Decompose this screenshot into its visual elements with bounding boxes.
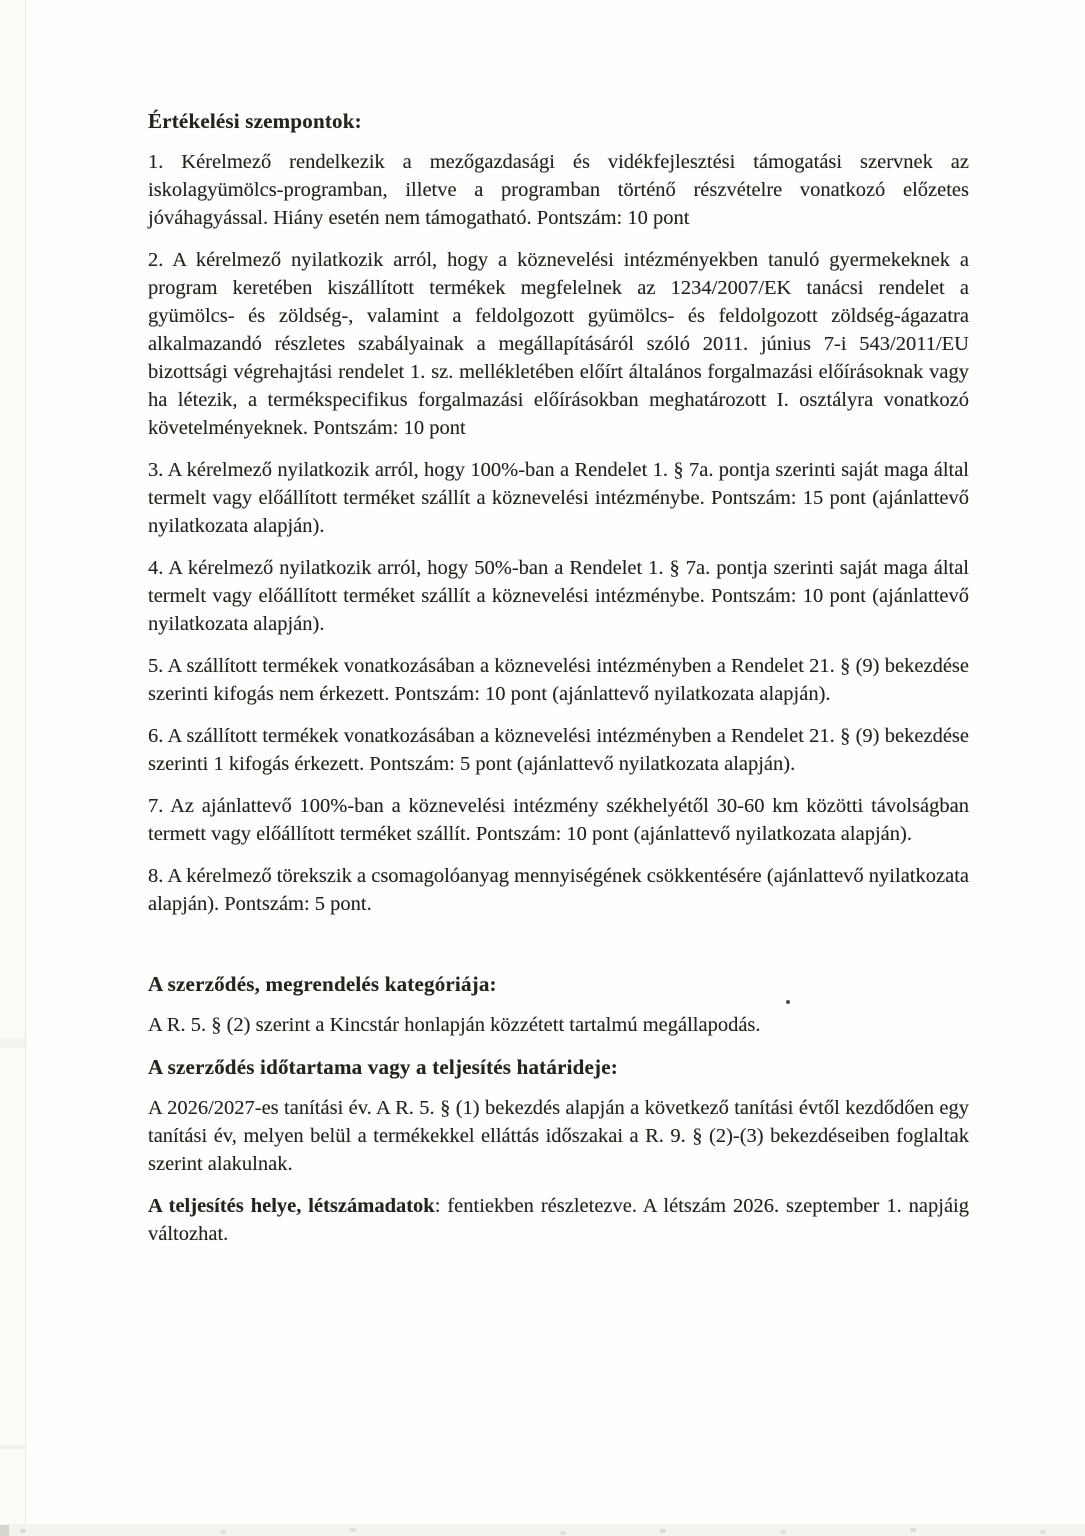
fulfillment-text: : fentiekben részletezve. A létszám 2026. szeptember 1. napjáig változhat. [148, 1195, 969, 1245]
scan-smudge [0, 1445, 27, 1449]
fulfillment-paragraph [148, 1192, 969, 1248]
criterion-paragraph-4: 4. A kérelmező nyilatkozik arról, hogy 50%-ban a Rendelet 1. § 7a. pontja szerinti saját maga által termelt vagy előállított terméket szállít a köznevelési intézménybe. Pontszám: 10 pont (ajánlattevő nyilatkozata alapján). [148, 557, 969, 635]
criterion-paragraph-5: 5. A szállított termékek vonatkozásában a köznevelési intézményben a Rendelet 21. § (9) bekezdése szerinti kifogás nem érkezett. Pontszám: 10 pont (ajánlattevő nyilatkozata alapján). [148, 655, 969, 705]
contract-category-body: A R. 5. § (2) szerint a Kincstár honlapján közzétett tartalmú megállapodás. [148, 1014, 761, 1036]
page-title: Értékelési szempontok: [148, 109, 362, 133]
criterion-paragraph-2: 2. A kérelmező nyilatkozik arról, hogy a köznevelési intézményekben tanuló gyermekeknek a program keretében kiszállított termékek megfelelnek az 1234/2007/EK tanácsi rendelet a gyümölcs- és zöldség-, valamint a feldolgozott gyümölcs- és feldolgozott zöldség-ágazatra alkalmazandó részletes szabályainak a megállapításáról szóló 2011. június 7-i 543/2011/EU bizottsági végrehajtási rendelet 1. sz. mellékletében előírt általános forgalmazási előírásoknak vagy ha létezik, a termékspecifikus forgalmazási előírásokban meghatározott I. osztályra vonatkozó követelményeknek. Pontszám: 10 pont [148, 249, 969, 439]
contract-category-heading: A szerződés, megrendelés kategóriája: [148, 972, 497, 996]
criterion-paragraph-3: 3. A kérelmező nyilatkozik arról, hogy 100%-ban a Rendelet 1. § 7a. pontja szerinti saját maga által termelt vagy előállított terméket szállít a köznevelési intézménybe. Pontszám: 15 pont (ajánlattevő nyilatkozata alapján). [148, 459, 969, 537]
document-content [148, 107, 969, 1248]
scan-smudge [0, 1038, 27, 1048]
fulfillment-label: A teljesítés helye, létszámadatok [148, 1195, 435, 1217]
scan-edge-strip [0, 0, 26, 1536]
criterion-paragraph-7: 7. Az ajánlattevő 100%-ban a köznevelési intézmény székhelyétől 30-60 km közötti távolságban termett vagy előállított terméket szállít. Pontszám: 10 pont (ajánlattevő nyilatkozata alapján). [148, 795, 969, 845]
scan-corner-artifact [0, 1525, 9, 1536]
criterion-paragraph-6: 6. A szállított termékek vonatkozásában a köznevelési intézményben a Rendelet 21. § (9) bekezdése szerinti 1 kifogás érkezett. Pontszám: 5 pont (ajánlattevő nyilatkozata alapján). [148, 725, 969, 775]
criterion-paragraph-8: 8. A kérelmező törekszik a csomagolóanyag mennyiségének csökkentésére (ajánlattevő nyilatkozata alapján). Pontszám: 5 pont. [148, 865, 969, 915]
criterion-paragraph-1: 1. Kérelmező rendelkezik a mezőgazdasági és vidékfejlesztési támogatási szervnek az iskolagyümölcs-programban, illetve a programban történő részvételre vonatkozó előzetes jóváhagyással. Hiány esetén nem támogatható. Pontszám: 10 pont [148, 151, 969, 229]
contract-duration-body: A 2026/2027-es tanítási év. A R. 5. § (1) bekezdés alapján a következő tanítási évtől kezdődően egy tanítási év, melyen belül a termékekkel elláttás időszakai a R. 9. § (2)-(3) bekezdéseiben foglaltak szerint alakulnak. [148, 1097, 969, 1175]
contract-duration-heading: A szerződés időtartama vagy a teljesítés határideje: [148, 1055, 618, 1079]
scan-bottom-edge [0, 1524, 1085, 1536]
scan-dot-artifact [786, 1000, 790, 1004]
